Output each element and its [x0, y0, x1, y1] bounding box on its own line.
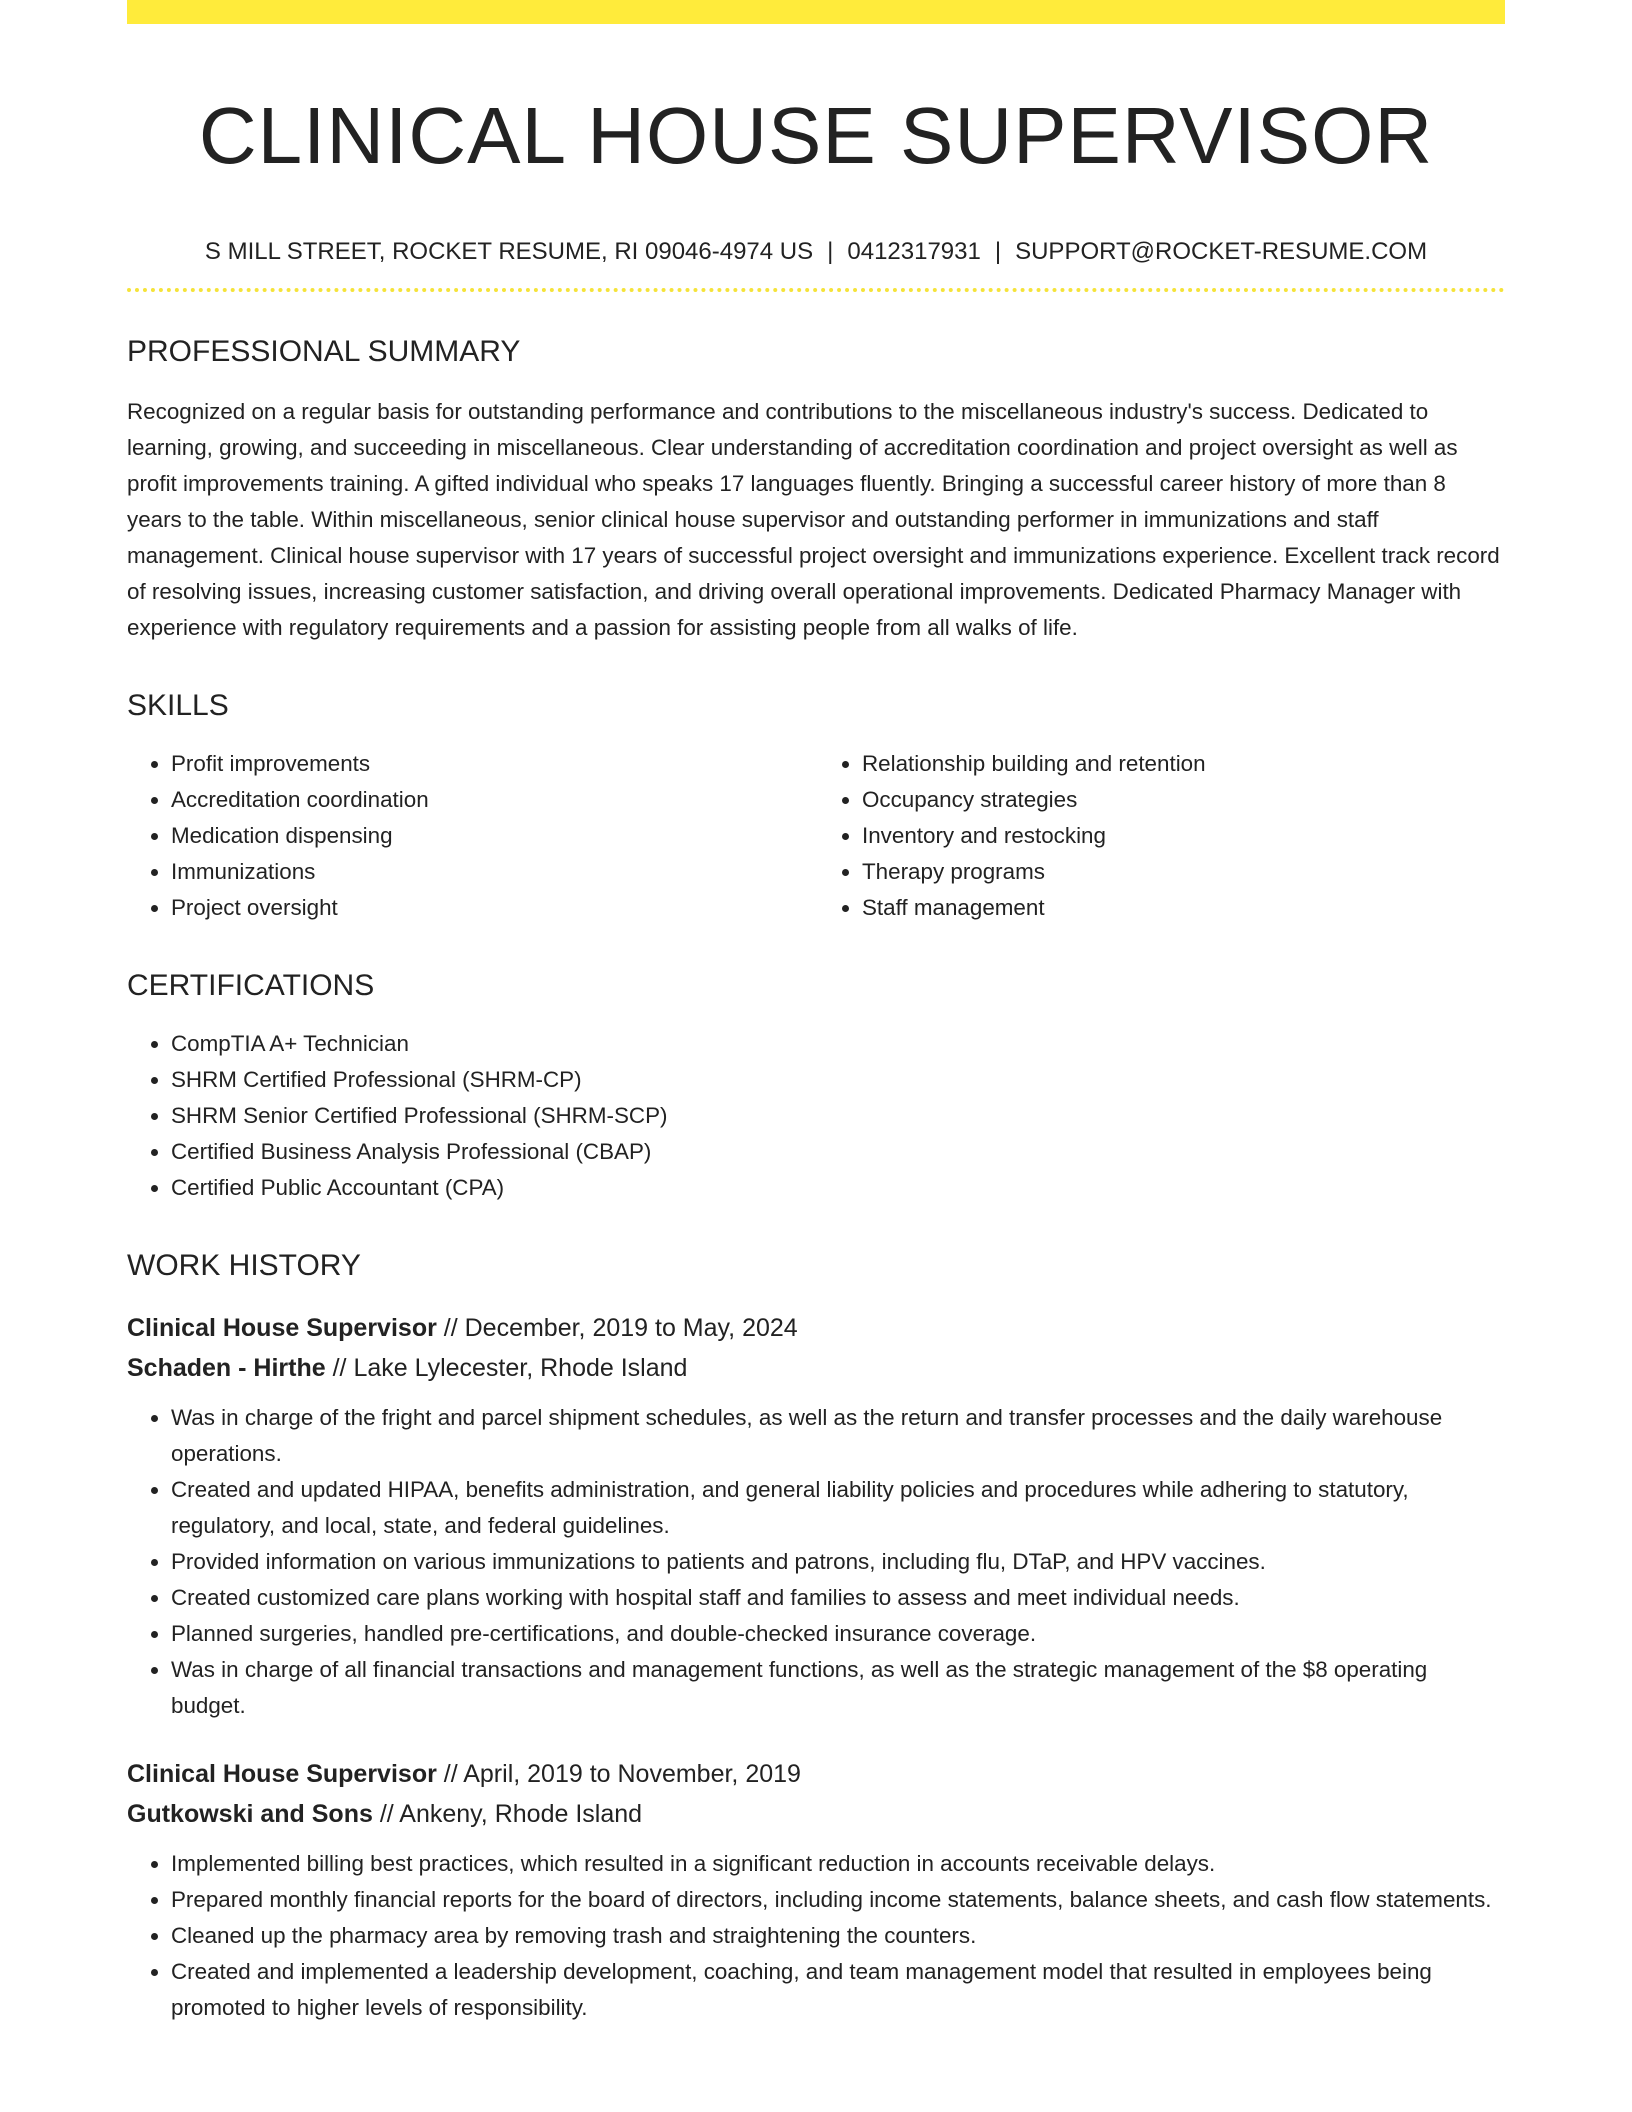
contact-email: SUPPORT@ROCKET-RESUME.COM: [1015, 238, 1428, 265]
job-bullet: • Was in charge of the fright and parcel shipment schedules, as well as the return and transfer processes and the daily warehouse operations.: [171, 1400, 1505, 1472]
job-entry: [127, 1308, 1505, 1724]
certification-item: • Certified Business Analysis Professional (CBAP): [171, 1134, 1505, 1170]
skill-item: • Project oversight: [171, 890, 816, 926]
job-company: Schaden - Hirthe: [127, 1354, 326, 1382]
section-title-summary: PROFESSIONAL SUMMARY: [127, 335, 521, 368]
job-bullet: • Planned surgeries, handled pre-certifications, and double-checked insurance coverage.: [171, 1616, 1505, 1652]
job-role: Clinical House Supervisor: [127, 1760, 437, 1788]
contact-address: S MILL STREET, ROCKET RESUME, RI 09046-4974 US: [204, 238, 814, 265]
contact-separator: |: [994, 238, 1002, 265]
dotted-divider: [127, 288, 1505, 292]
skills-list-left: [127, 746, 816, 926]
skill-item: • Therapy programs: [862, 854, 1505, 890]
skill-item: • Staff management: [862, 890, 1505, 926]
job-bullets: [127, 1400, 1505, 1724]
skill-item: • Inventory and restocking: [862, 818, 1505, 854]
skill-item: • Medication dispensing: [171, 818, 816, 854]
job-bullet: • Implemented billing best practices, which resulted in a significant reduction in accounts receivable delays.: [171, 1846, 1505, 1882]
skill-item: • Occupancy strategies: [862, 782, 1505, 818]
job-title-line: [127, 1308, 1505, 1348]
section-title-skills: SKILLS: [127, 689, 229, 722]
job-company: Gutkowski and Sons: [127, 1800, 373, 1828]
certifications-list: [127, 1026, 1505, 1206]
job-location: // Ankeny, Rhode Island: [372, 1800, 643, 1828]
accent-top-bar: [127, 0, 1505, 24]
job-bullet: • Provided information on various immunizations to patients and patrons, including flu, DTaP, and HPV vaccines.: [171, 1544, 1505, 1580]
job-title-line: [127, 1754, 1505, 1794]
job-company-line: [127, 1348, 1505, 1388]
job-company-line: [127, 1794, 1505, 1834]
job-role: Clinical House Supervisor: [127, 1314, 437, 1342]
certification-item: • CompTIA A+ Technician: [171, 1026, 1505, 1062]
contact-separator: |: [827, 238, 834, 265]
certification-item: • SHRM Senior Certified Professional (SHRM-SCP): [171, 1098, 1505, 1134]
skill-item: • Immunizations: [171, 854, 816, 890]
job-dates: // December, 2019 to May, 2024: [436, 1314, 798, 1342]
skills-grid: [127, 746, 1505, 926]
job-bullet: • Created and updated HIPAA, benefits administration, and general liability policies and procedures while adhering to statutory, regulatory, and local, state, and federal guidelines.: [171, 1472, 1505, 1544]
resume-name-heading: CLINICAL HOUSE SUPERVISOR: [198, 91, 1434, 180]
certification-item: • Certified Public Accountant (CPA): [171, 1170, 1505, 1206]
job-location: // Lake Lylecester, Rhode Island: [325, 1354, 688, 1382]
job-bullet: • Prepared monthly financial reports for the board of directors, including income statements, balance sheets, and cash flow statements.: [171, 1882, 1505, 1918]
job-bullet: • Created and implemented a leadership development, coaching, and team management model that resulted in employees being promoted to higher levels of responsibility.: [171, 1954, 1505, 2026]
job-bullet: • Was in charge of all financial transactions and management functions, as well as the strategic management of the $8 operating budget.: [171, 1652, 1505, 1724]
skill-item: • Relationship building and retention: [862, 746, 1505, 782]
contact-phone: 0412317931: [847, 238, 981, 265]
summary-paragraph: Recognized on a regular basis for outstanding performance and contributions to the miscellaneous industry's success. Dedicated to learning, growing, and succeeding in miscellaneous. Clear understanding of accreditation coordination and project oversight as well as profit improvements training. A gifted individual who speaks 17 languages fluently. Bringing a successful career history of more than 8 years to the table. Within miscellaneous, senior clinical house supervisor and outstanding performer in immunizations and staff management. Clinical house supervisor with 17 years of successful project oversight and immunizations experience. Excellent track record of resolving issues, increasing customer satisfaction, and driving overall operational improvements. Dedicated Pharmacy Manager with experience with regulatory requirements and a passion for assisting people from all walks of life.: [127, 399, 1500, 640]
skill-item: • Profit improvements: [171, 746, 816, 782]
skill-item: • Accreditation coordination: [171, 782, 816, 818]
job-bullet: • Created customized care plans working with hospital staff and families to assess and meet individual needs.: [171, 1580, 1505, 1616]
certification-item: • SHRM Certified Professional (SHRM-CP): [171, 1062, 1505, 1098]
job-dates: // April, 2019 to November, 2019: [436, 1760, 801, 1788]
section-title-certifications: CERTIFICATIONS: [127, 969, 375, 1002]
job-bullet: • Cleaned up the pharmacy area by removing trash and straightening the counters.: [171, 1918, 1505, 1954]
job-entry: [127, 1754, 1505, 2026]
section-title-work-history: WORK HISTORY: [127, 1249, 361, 1282]
job-bullets: [127, 1846, 1505, 2026]
skills-list-right: [816, 746, 1505, 926]
contact-line: [127, 236, 1505, 268]
